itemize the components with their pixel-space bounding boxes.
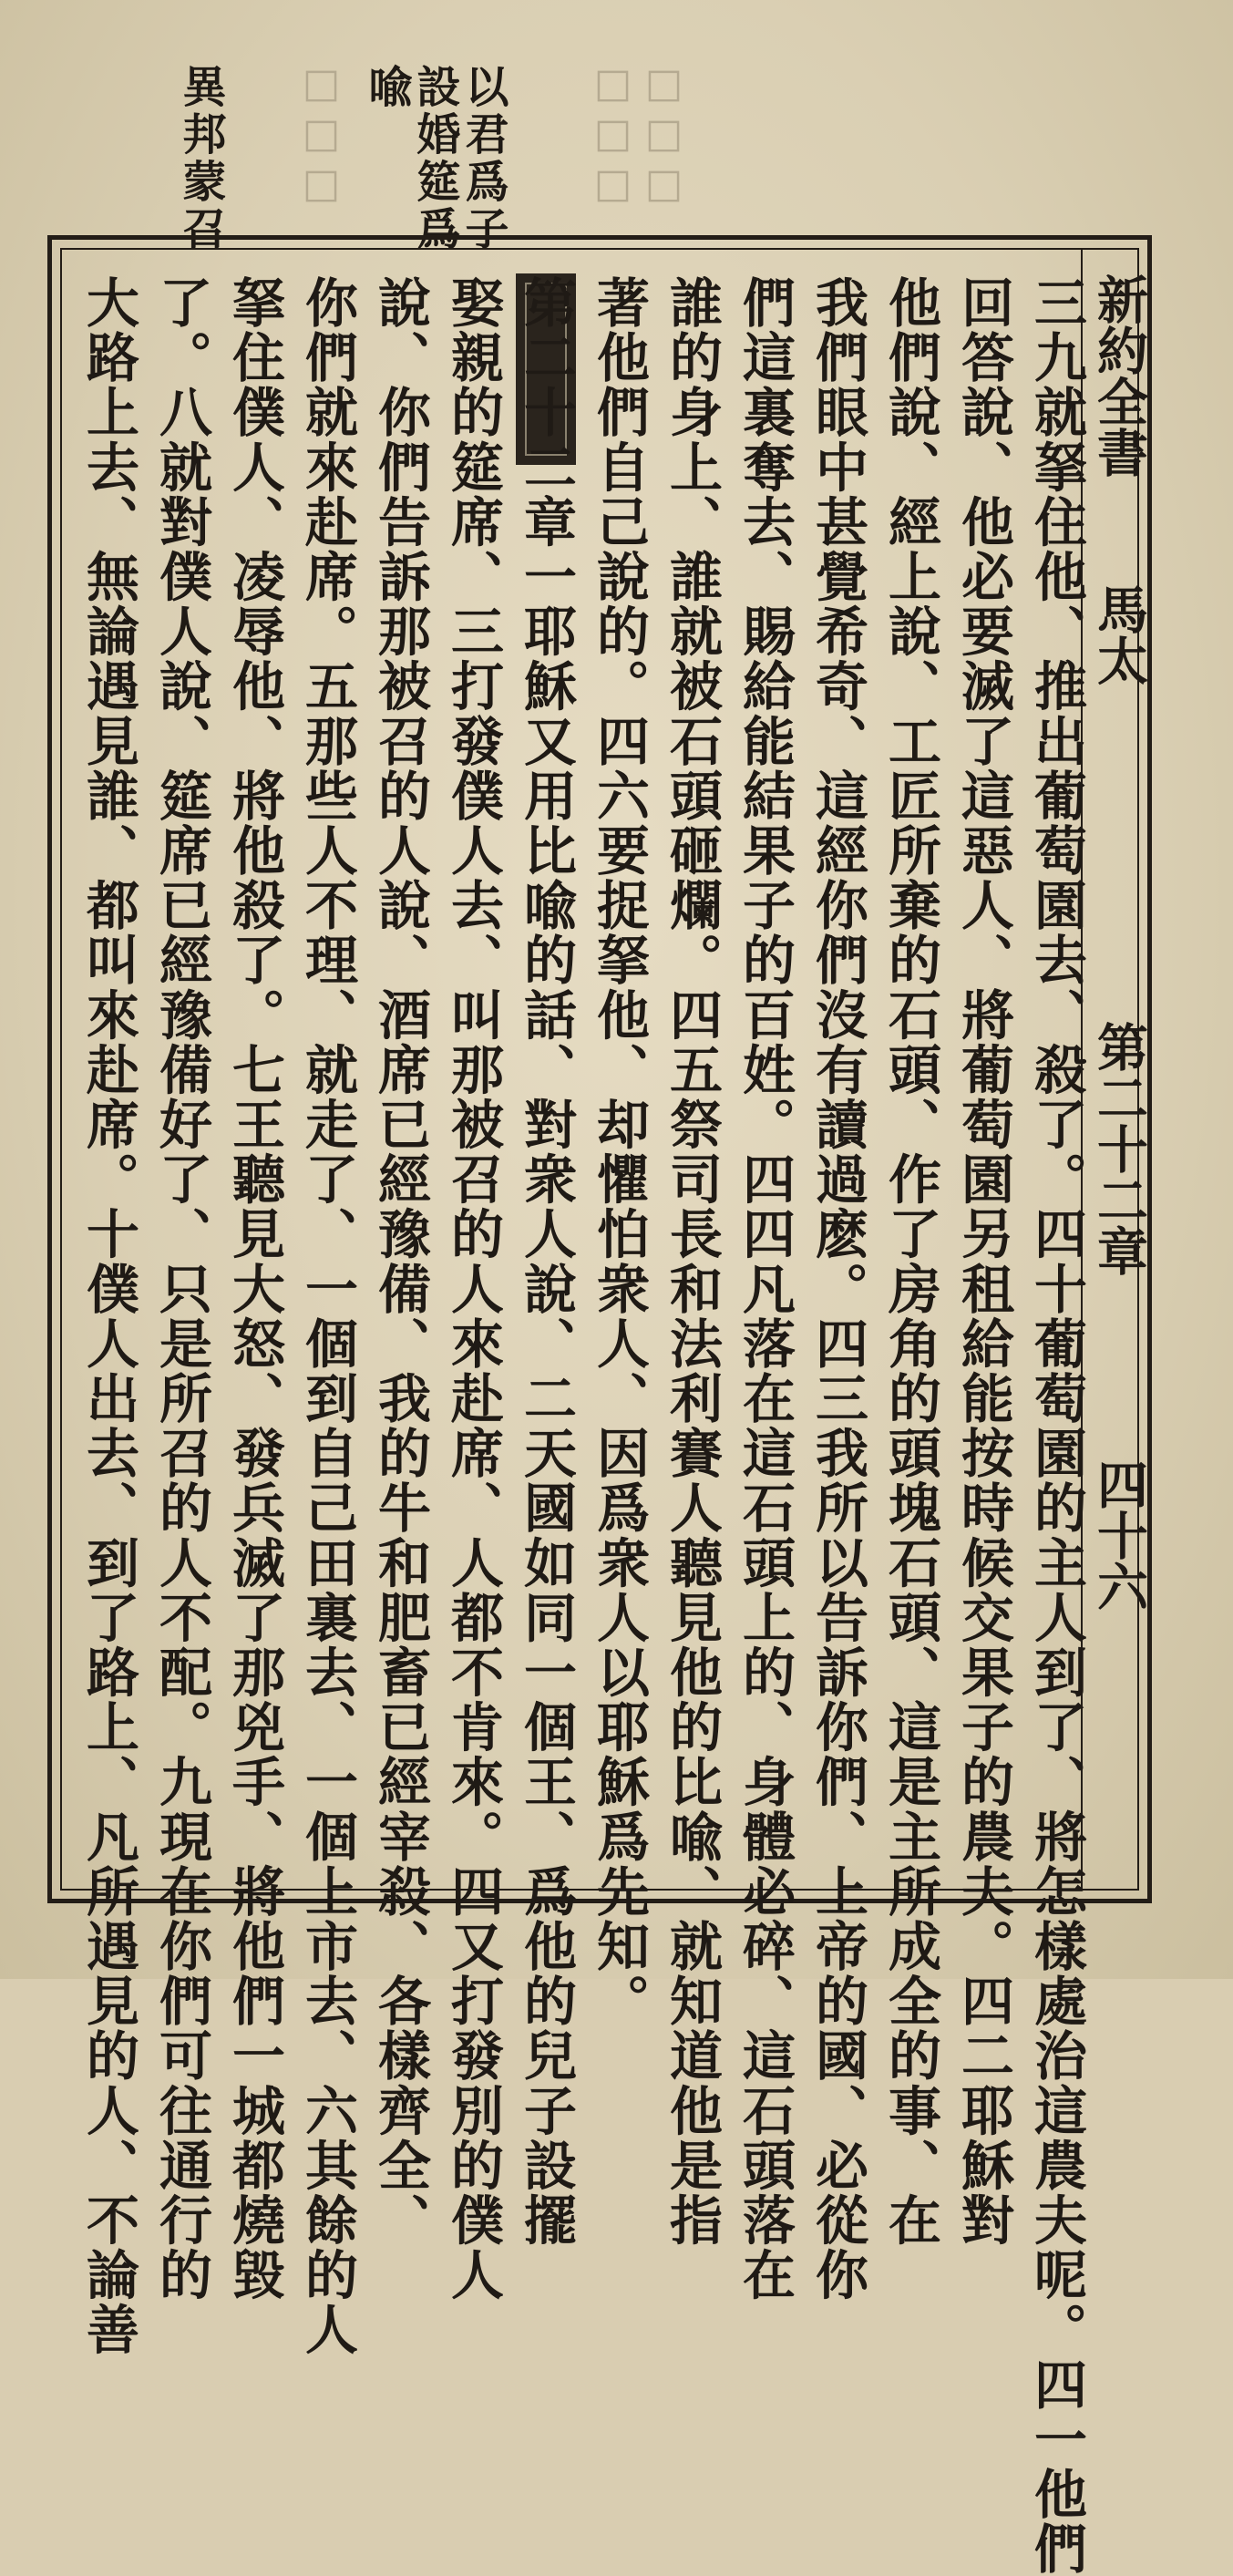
bleed-through-text: □□□ <box>641 60 687 211</box>
text-column: 他們說、經上說、工匠所棄的石頭、作了房角的頭塊石頭、這是主所成全的事、在 <box>879 275 941 2248</box>
margin-note-1: 以君爲子 <box>457 64 509 253</box>
bleed-through-text: □□□ <box>298 60 344 211</box>
bleed-through-text: □□□ <box>590 60 636 211</box>
text-column: 說、你們告訴那被召的人說、酒席已經豫備、我的牛和肥畜已經宰殺、各樣齊全、 <box>369 275 431 2248</box>
chapter-heading: 第二十二章 <box>1089 1021 1149 1276</box>
page-number: 四十六 <box>1089 1458 1149 1612</box>
text-column: 們這裏奪去、賜給能結果子的百姓。四四凡落在這石頭上的、身體必碎、這石頭落在 <box>734 275 796 2303</box>
book-title: 新約全書 <box>1089 273 1149 478</box>
margin-note-2: 設婚筵爲 <box>409 64 460 253</box>
text-column: 第二十二章一耶穌又用比喩的話、對衆人說、二天國如同一個王、爲他的兒子設擺 <box>515 275 577 2248</box>
text-column: 著他們自己說的。四六要捉拏他、却懼怕衆人、因爲衆人以耶穌爲先知。 <box>588 275 650 2029</box>
text-column: 娶親的筵席、三打發僕人去、叫那被召的人來赴席、人都不肯來。四又打發別的僕人 <box>442 275 504 2303</box>
text-column: 三九就拏住他、推出葡萄園去、殺了。四十葡萄園的主人到了、將怎樣處治這農夫呢。四一他們 <box>1025 275 1087 2576</box>
text-column: 大路上去、無論遇見誰、都叫來赴席。十僕人出去、到了路上、凡所遇見的人、不論善 <box>77 275 139 2357</box>
margin-note-4: 異邦蒙召 <box>175 64 226 253</box>
text-column: 拏住僕人、凌辱他、將他殺了。七王聽見大怒、發兵滅了那兇手、將他們一城都燒毀 <box>223 275 285 2303</box>
text-column: 你們就來赴席。五那些人不理、就走了、一個到自己田裏去、一個上市去、六其餘的人 <box>296 275 358 2357</box>
text-column: 我們眼中甚覺希奇、這經你們沒有讀過麽。四三我所以告訴你們、上帝的國、必從你 <box>807 275 868 2303</box>
margin-note-3: 喩 <box>361 64 412 111</box>
text-column: 回答說、他必要滅了這惡人、將葡萄園另租給能按時候交果子的農夫。四二耶穌對 <box>952 275 1014 2248</box>
gospel-name: 馬太 <box>1089 583 1149 685</box>
text-column: 了。八就對僕人說、筵席已經豫備好了、只是所召的人不配。九現在你們可往通行的 <box>150 275 212 2303</box>
text-column: 誰的身上、誰就被石頭砸爛。四五祭司長和法利賽人聽見他的比喩、就知道他是指 <box>661 275 723 2248</box>
